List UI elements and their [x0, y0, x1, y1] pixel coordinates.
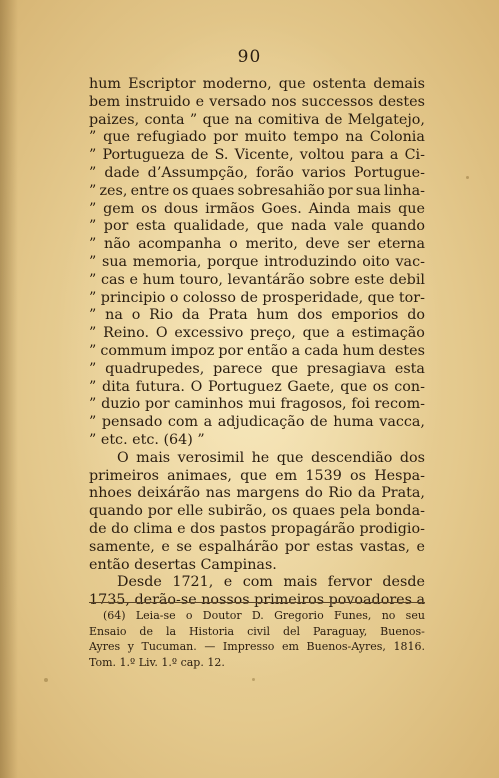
text-line: O mais verosimil he que descendião dos: [117, 449, 425, 466]
text-line: de do clima e dos pastos propagárão prodigio-: [89, 520, 425, 537]
text-line: ” por esta qualidade, que nada vale quando: [89, 218, 425, 235]
text-line: ” que refugiado por muito tempo na Colonia: [89, 129, 425, 146]
text-line: ” dade d’Assumpção, forão varios Portugue-: [89, 164, 425, 181]
text-line: (64) Leia-se o Doutor D. Gregorio Funes, no seu: [103, 609, 425, 622]
ink-stain: [252, 678, 255, 681]
text-line: ” cas e hum touro, levantárão sobre este debil: [89, 271, 425, 288]
text-line: ” etc. etc. (64) ”: [89, 431, 205, 448]
text-line: ” zes, entre os quaes sobresahião por sua linha-: [89, 182, 425, 199]
text-line: ” não acompanha o merito, deve ser eterna: [89, 236, 425, 253]
text-line: ” Reino. O excessivo preço, que a estimação: [89, 325, 425, 342]
page-number: 90: [237, 47, 262, 67]
footnote-divider: [89, 602, 425, 603]
text-line: ” quadrupedes, parece que presagiava esta: [89, 360, 425, 377]
text-line: 1735, derão-se nossos primeiros povoadores a: [89, 592, 425, 609]
text-line: ” principio o colosso de prosperidade, que tor-: [89, 289, 425, 306]
page-gutter-shadow: [0, 0, 18, 778]
text-line: samente, e se espalhárão por estas vastas, e: [89, 538, 425, 555]
text-line: Ensaio de la Historia civil del Paraguay, Buenos-: [89, 624, 425, 638]
footnote-block: [89, 608, 425, 670]
text-line: Desde 1721, e com mais fervor desde: [117, 574, 425, 591]
text-line: Tom. 1.º Liv. 1.º cap. 12.: [89, 655, 225, 669]
text-line: primeiros animaes, que em 1539 os Hespa-: [89, 467, 425, 484]
text-line: quando por elle subirão, os quaes pela bonda-: [89, 503, 425, 520]
text-line: ” pensado com a adjudicação de huma vacca,: [89, 414, 425, 431]
text-line: ” na o Rio da Prata hum dos emporios do: [89, 307, 425, 324]
ink-stain: [466, 176, 469, 179]
text-line: ” gem os dous irmãos Goes. Ainda mais que: [89, 200, 425, 217]
text-line: ” sua memoria, porque introduzindo oito vac-: [89, 253, 425, 270]
text-line: nhoes deixárão nas margens do Rio da Prata,: [89, 485, 425, 502]
text-line: ” Portugueza de S. Vicente, voltou para a Ci-: [89, 147, 425, 164]
text-line: bem instruido e versado nos successos destes: [89, 93, 425, 110]
text-line: ” duzio por caminhos mui fragosos, foi recom-: [89, 396, 425, 413]
ink-stain: [44, 678, 48, 682]
text-line: hum Escriptor moderno, que ostenta demais: [89, 76, 425, 92]
text-line: Ayres y Tucuman. — Impresso em Buenos-Ayres, 1816.: [89, 640, 425, 653]
text-line: então desertas Campinas.: [89, 556, 277, 573]
main-text-block: [89, 76, 425, 610]
text-line: paizes, conta ” que na comitiva de Melgatejo,: [89, 111, 425, 128]
text-line: ” dita futura. O Portuguez Gaete, que os con-: [89, 378, 425, 395]
text-line: ” commum impoz por então a cada hum destes: [89, 342, 425, 359]
